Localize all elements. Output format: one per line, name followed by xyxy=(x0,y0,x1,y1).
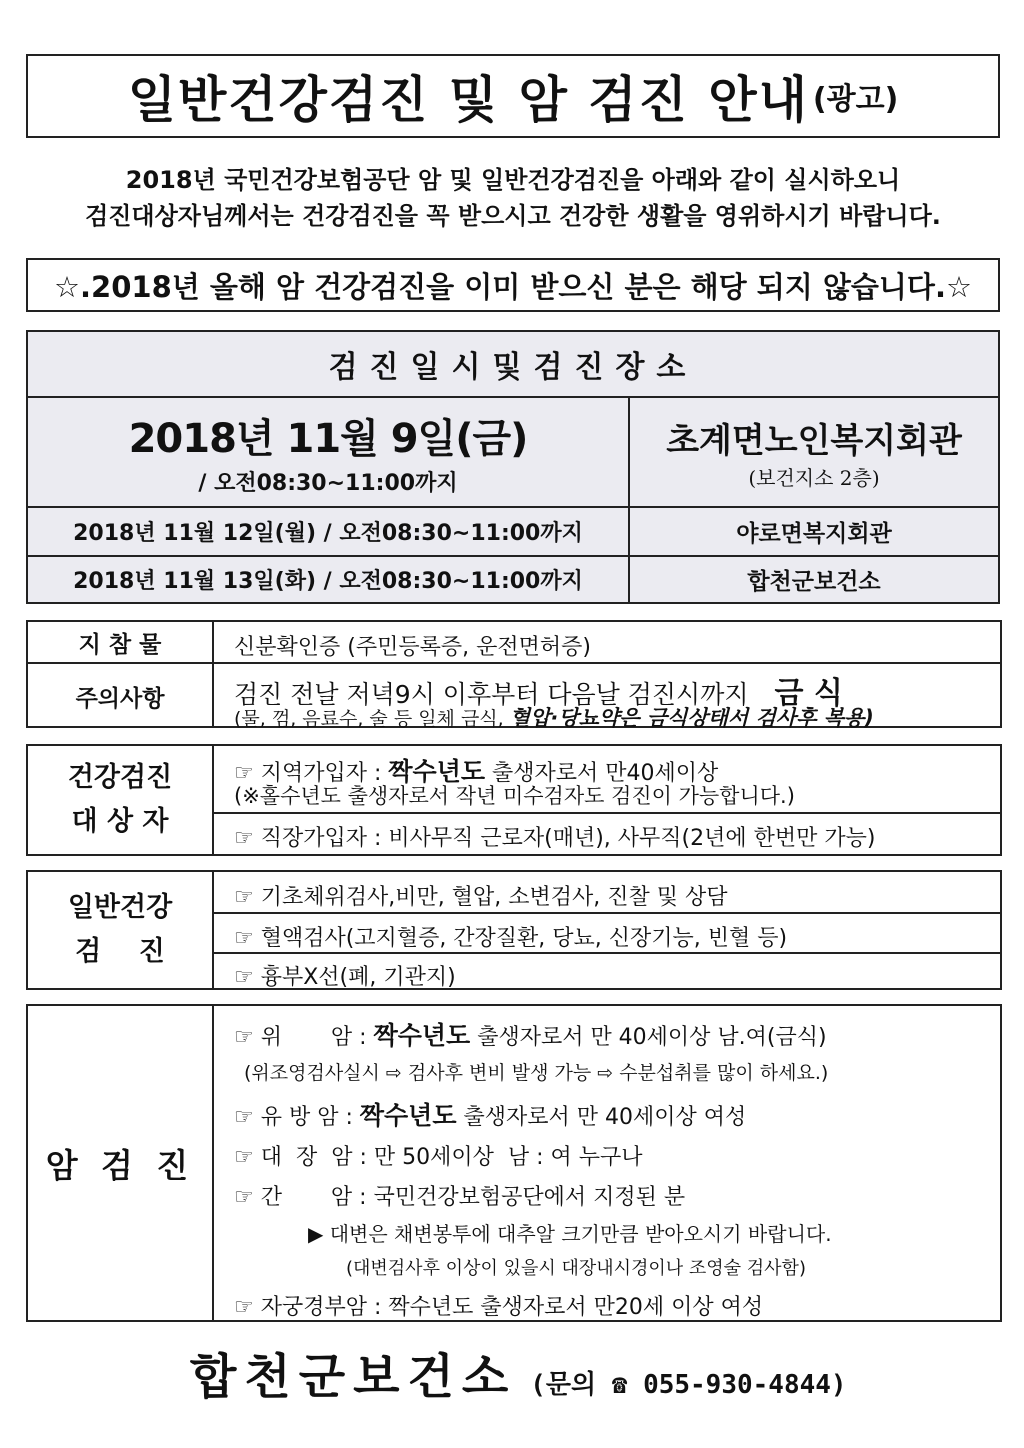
footer-org: 합천군보건소 xyxy=(190,1349,517,1405)
caution-note-line xyxy=(234,702,874,732)
notice-box xyxy=(26,258,1000,312)
intro-text xyxy=(26,162,1000,234)
schedule-row xyxy=(28,508,998,557)
breast-line xyxy=(234,1096,746,1132)
caution-label: 주의사항 xyxy=(28,664,214,728)
notice-text: ☆.2018년 올해 암 건강검진을 이미 받으신 분은 해당 되지 않습니다.☆ xyxy=(54,269,972,304)
regional-note: (※홀수년도 출생자로서 작년 미수검자도 검진이 가능합니다.) xyxy=(234,784,795,808)
caution-note: (물, 껌, 음료수, 술 등 일체 금식, xyxy=(234,708,504,730)
row-divider xyxy=(214,812,1000,814)
schedule-location: 초계면노인복지회관 xyxy=(666,421,962,461)
schedule-row xyxy=(28,557,998,602)
items-label: 지 참 물 xyxy=(28,622,214,662)
general-exam-table xyxy=(26,870,1002,990)
general-item: ☞ 혈액검사(고지혈증, 간장질환, 당뇨, 신장기능, 빈혈 등) xyxy=(234,926,788,951)
row-divider xyxy=(214,912,1000,914)
title-tag: (광고) xyxy=(812,82,899,117)
cancer-label: 암 검 진 xyxy=(28,1006,214,1320)
colon-tip: ▶ 대변은 채변봉투에 대추알 크기만큼 받아오시기 바랍니다. xyxy=(308,1222,832,1246)
stomach-emphasis: 짝수년도 xyxy=(373,1021,471,1050)
schedule-row xyxy=(28,398,998,508)
general-label-line-1: 일반건강 xyxy=(67,892,173,923)
stomach-line xyxy=(234,1016,827,1052)
schedule-location: 야로면복지회관 xyxy=(736,521,892,547)
footer-contact: (문의 ☎ 055-930-4844) xyxy=(530,1370,847,1400)
schedule-header-row xyxy=(28,332,998,398)
regional-prefix: ☞ 지역가입자 : xyxy=(234,761,382,786)
targets-table xyxy=(26,744,1002,856)
schedule-location-note: (보건지소 2층) xyxy=(748,466,880,490)
regional-suffix: 출생자로서 만40세이상 xyxy=(492,761,719,786)
liver-line: ☞ 간 암 : 국민건강보험공단에서 지정된 분 xyxy=(234,1185,686,1210)
page-title: 일반건강검진 및 암 검진 안내 xyxy=(127,71,809,129)
schedule-title: 검진일시및검진장소 xyxy=(328,350,698,385)
targets-label-line-1: 건강검진 xyxy=(67,762,173,793)
breast-emphasis: 짝수년도 xyxy=(359,1101,457,1130)
colon-tip-note: (대변검사후 이상이 있을시 대장내시경이나 조영술 검사함) xyxy=(346,1258,806,1279)
stomach-prefix: ☞ 위 암 : xyxy=(234,1025,367,1050)
schedule-date: 2018년 11월 9일(금) xyxy=(128,416,528,462)
caution-note-emphasis: 혈압·당뇨약은 금식상태서 검사후 복용) xyxy=(509,706,874,730)
cancer-exam-table xyxy=(26,1004,1002,1322)
schedule-date: 2018년 11월 13일(화) / 오전08:30~11:00까지 xyxy=(73,569,583,594)
targets-label xyxy=(28,746,214,854)
schedule-location: 합천군보건소 xyxy=(747,569,881,595)
general-label-line-2: 검 진 xyxy=(75,936,165,967)
schedule-table xyxy=(26,330,1000,604)
caution-text: 검진 전날 저녁9시 이후부터 다음날 검진시까지 xyxy=(234,680,749,709)
intro-line-1: 2018년 국민건강보험공단 암 및 일반건강검진을 아래와 같이 실시하오니 xyxy=(125,166,901,194)
caution-emphasis: 금 식 xyxy=(774,676,843,711)
row-divider xyxy=(214,952,1000,954)
schedule-time: / 오전08:30~11:00까지 xyxy=(198,471,458,496)
breast-suffix: 출생자로서 만 40세이상 여성 xyxy=(463,1105,747,1130)
intro-line-2: 검진대상자님께서는 건강검진을 꼭 받으시고 건강한 생활을 영위하시기 바랍니다. xyxy=(85,202,941,230)
general-item: ☞ 흉부X선(폐, 기관지) xyxy=(234,965,456,990)
targets-label-line-2: 대 상 자 xyxy=(71,806,169,837)
stomach-note: (위조영검사실시 ⇨ 검사후 변비 발생 가능 ⇨ 수분섭취를 많이 하세요.) xyxy=(244,1062,829,1084)
title-box xyxy=(26,54,1000,138)
regional-emphasis: 짝수년도 xyxy=(388,757,485,786)
schedule-date: 2018년 11월 12일(월) / 오전08:30~11:00까지 xyxy=(73,521,583,546)
breast-prefix: ☞ 유 방 암 : xyxy=(234,1105,353,1130)
colon-line: ☞ 대 장 암 : 만 50세이상 남 : 여 누구나 xyxy=(234,1145,643,1170)
general-label xyxy=(28,872,214,988)
stomach-suffix: 출생자로서 만 40세이상 남.여(금식) xyxy=(477,1025,827,1050)
requirements-table xyxy=(26,620,1002,728)
footer xyxy=(190,1338,847,1407)
workplace-line: ☞ 직장가입자 : 비사무직 근로자(매년), 사무직(2년에 한번만 가능) xyxy=(234,826,876,851)
items-text: 신분확인증 (주민등록증, 운전면허증) xyxy=(234,635,591,660)
general-item: ☞ 기초체위검사,비만, 혈압, 소변검사, 진찰 및 상담 xyxy=(234,885,728,910)
cervical-line: ☞ 자궁경부암 : 짝수년도 출생자로서 만20세 이상 여성 xyxy=(234,1295,764,1320)
